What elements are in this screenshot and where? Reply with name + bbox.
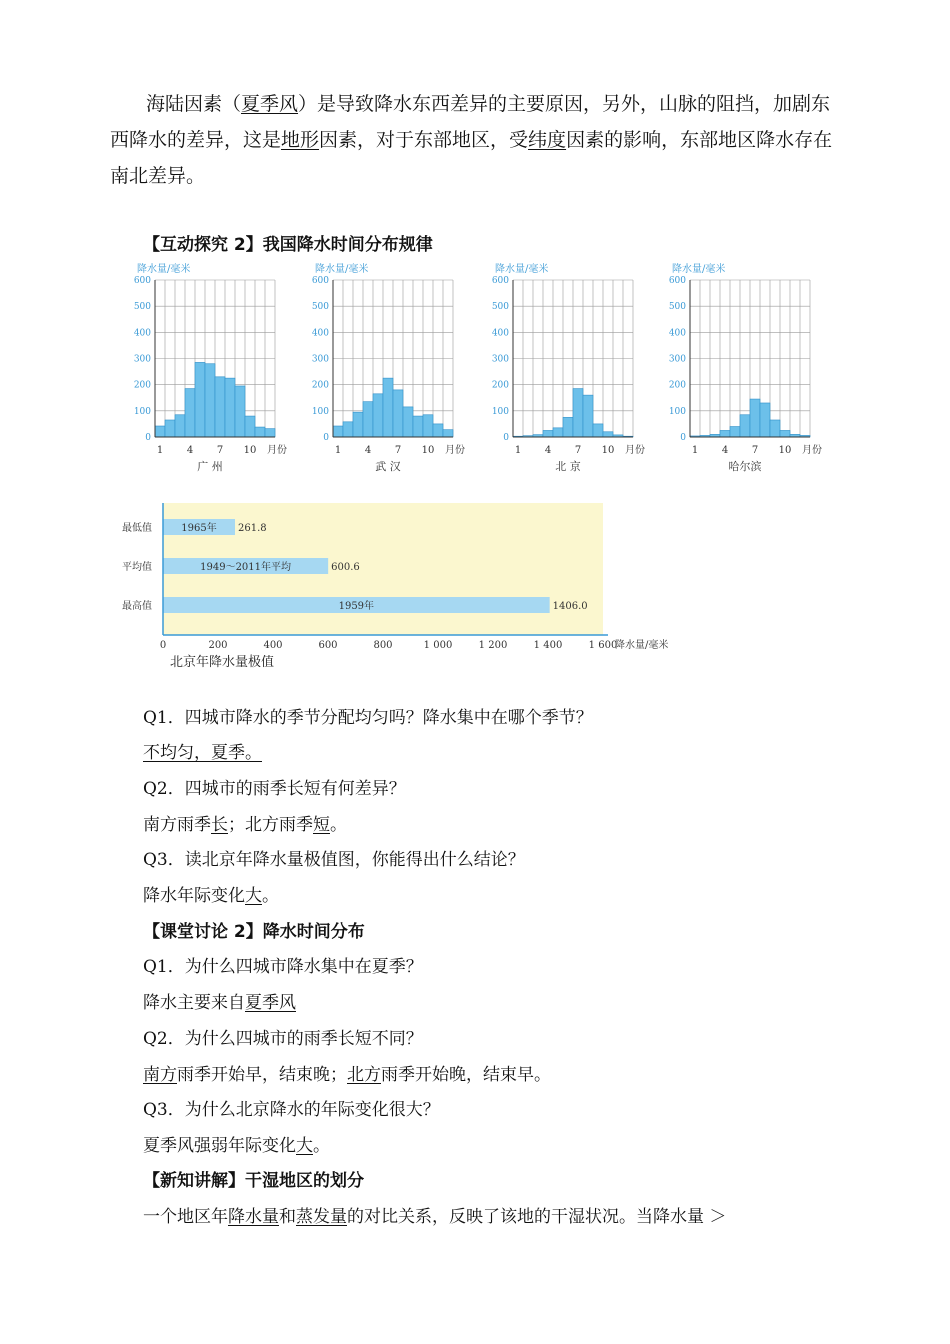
- city-name: 武 汉: [375, 460, 401, 473]
- y-tick-label: 300: [133, 354, 151, 365]
- bar-month-8: [760, 403, 770, 437]
- city-chart-4: [669, 262, 822, 473]
- x-tick-label: 10: [243, 445, 257, 456]
- bar-month-10: [423, 415, 433, 437]
- bar-inner-label: 1959年: [338, 601, 375, 612]
- x-axis-unit: 月份: [267, 445, 287, 456]
- qa1-question-3: Q3．读北京年降水量极值图，你能得出什么结论？: [143, 850, 525, 870]
- city-name: 哈尔滨: [728, 460, 762, 473]
- x-tick-label: 1: [156, 445, 164, 456]
- section1-heading: 【互动探究 2】我国降水时间分布规律: [143, 235, 433, 255]
- y-tick-label: 500: [491, 302, 509, 313]
- bar-month-6: [383, 378, 393, 437]
- y-tick-label: 600: [311, 276, 329, 286]
- x-tick-label: 7: [216, 445, 224, 456]
- bar-month-6: [205, 364, 215, 437]
- qa1-question-2: Q2．四城市的雨季长短有何差异？: [143, 779, 406, 799]
- y-axis-label: 降水量/毫米: [137, 264, 191, 275]
- x-tick-label: 1 200: [478, 640, 508, 651]
- bar-month-7: [573, 389, 583, 437]
- y-tick-label: 300: [311, 354, 329, 365]
- bar-month-8: [583, 395, 593, 437]
- section2-heading: 【课堂讨论 2】降水时间分布: [143, 922, 365, 942]
- bar-month-7: [393, 390, 403, 437]
- x-tick-label: 1: [691, 445, 699, 456]
- chart-title: 北京年降水量极值: [170, 655, 275, 670]
- city-chart-2: [312, 262, 465, 473]
- x-tick-label: 0: [159, 640, 167, 651]
- category-label: 平均值: [122, 562, 152, 573]
- city-chart-3: [492, 262, 645, 473]
- y-tick-label: 300: [491, 354, 509, 365]
- y-tick-label: 500: [668, 302, 686, 313]
- value-label: 261.8: [237, 523, 267, 534]
- bar-month-5: [730, 427, 740, 437]
- x-tick-label: 10: [778, 445, 792, 456]
- qa1-question-1: Q1．四城市降水的季节分配均匀吗？降水集中在哪个季节？: [143, 708, 593, 728]
- beijing-extreme-chart: [0, 495, 950, 670]
- bar-month-4: [543, 430, 553, 437]
- bar-month-1: [155, 426, 165, 437]
- y-tick-label: 400: [133, 328, 151, 339]
- y-tick-label: 400: [491, 328, 509, 339]
- bar-month-2: [343, 422, 353, 437]
- city-chart-1: [134, 262, 287, 473]
- section3-heading: 【新知讲解】干湿地区的划分: [143, 1171, 364, 1191]
- category-label: 最低值: [122, 523, 152, 534]
- bar-month-1: [333, 426, 343, 437]
- y-tick-label: 600: [668, 276, 686, 286]
- bar-month-5: [373, 394, 383, 437]
- x-tick-label: 200: [208, 640, 228, 651]
- x-axis-unit: 月份: [445, 445, 465, 456]
- y-tick-label: 400: [311, 328, 329, 339]
- y-tick-label: 100: [491, 406, 509, 417]
- bar-month-10: [245, 416, 255, 437]
- y-tick-label: 300: [668, 354, 686, 365]
- city-name: 广 州: [197, 460, 223, 473]
- x-tick-label: 7: [751, 445, 759, 456]
- bar-month-12: [443, 430, 453, 437]
- bar-month-4: [720, 430, 730, 437]
- bar-month-6: [740, 415, 750, 437]
- y-tick-label: 100: [311, 406, 329, 417]
- bar-month-11: [433, 424, 443, 437]
- bar-month-8: [403, 407, 413, 437]
- y-tick-label: 0: [680, 433, 686, 443]
- qa2-answer-2: 南方雨季开始早，结束晚；北方雨季开始晚，结束早。: [143, 1065, 551, 1085]
- bar-month-11: [255, 427, 265, 437]
- y-tick-label: 200: [668, 380, 686, 391]
- bar-month-5: [553, 428, 563, 437]
- section3-text: 一个地区年降水量和蒸发量的对比关系，反映了该地的干湿状况。当降水量 ＞: [143, 1207, 727, 1227]
- x-axis-unit: 月份: [802, 445, 822, 456]
- bar-month-2: [165, 420, 175, 437]
- bar-month-4: [185, 389, 195, 437]
- bar-month-9: [770, 420, 780, 437]
- y-tick-label: 0: [503, 433, 509, 443]
- x-tick-label: 4: [364, 445, 372, 456]
- qa2-question-3: Q3．为什么北京降水的年际变化很大？: [143, 1100, 440, 1120]
- x-axis-label: 降水量/毫米: [615, 640, 669, 651]
- intro-line-2: 西降水的差异，这是地形因素，对于东部地区，受纬度因素的影响，东部地区降水存在: [110, 129, 833, 151]
- bar-month-12: [265, 429, 275, 437]
- bar-month-8: [225, 378, 235, 437]
- bar-inner-label: 1965年: [181, 523, 217, 534]
- bar-month-3: [353, 412, 363, 437]
- bar-month-7: [750, 399, 760, 437]
- y-axis-label: 降水量/毫米: [672, 264, 726, 275]
- x-tick-label: 1: [334, 445, 342, 456]
- y-tick-label: 100: [668, 406, 686, 417]
- y-tick-label: 200: [491, 380, 509, 391]
- intro-paragraph: [110, 86, 845, 194]
- bar-month-5: [195, 362, 205, 437]
- x-tick-label: 10: [601, 445, 615, 456]
- bar-month-7: [215, 377, 225, 437]
- qa1-answer-3: 降水年际变化大。: [143, 886, 279, 906]
- qa2-answer-3: 夏季风强弱年际变化大。: [143, 1136, 330, 1156]
- x-tick-label: 600: [318, 640, 338, 651]
- y-tick-label: 500: [311, 302, 329, 313]
- x-tick-label: 1 600: [588, 640, 618, 651]
- bar-month-9: [235, 386, 245, 437]
- y-axis-label: 降水量/毫米: [315, 264, 369, 275]
- bar-inner-label: 1949～2011年平均: [200, 562, 292, 573]
- y-tick-label: 0: [323, 433, 329, 443]
- x-tick-label: 4: [544, 445, 552, 456]
- bar-month-9: [413, 416, 423, 437]
- qa2-answer-1: 降水主要来自夏季风: [143, 993, 296, 1013]
- y-tick-label: 600: [491, 276, 509, 286]
- x-tick-label: 4: [721, 445, 729, 456]
- x-axis-unit: 月份: [625, 445, 645, 456]
- x-tick-label: 1 000: [423, 640, 453, 651]
- value-label: 600.6: [331, 562, 360, 573]
- x-tick-label: 1 400: [533, 640, 563, 651]
- city-precipitation-charts: [0, 258, 950, 478]
- x-tick-label: 800: [373, 640, 393, 651]
- x-tick-label: 10: [421, 445, 435, 456]
- qa1-answer-1: 不均匀，夏季。: [143, 743, 262, 763]
- city-name: 北 京: [555, 460, 581, 473]
- x-tick-label: 7: [574, 445, 582, 456]
- x-tick-label: 400: [263, 640, 283, 651]
- bar-month-10: [780, 430, 790, 437]
- intro-line-3: 南北差异。: [110, 165, 206, 187]
- value-label: 1406.0: [552, 601, 588, 612]
- qa2-question-1: Q1．为什么四城市降水集中在夏季？: [143, 957, 423, 977]
- bar-month-10: [603, 432, 613, 437]
- y-tick-label: 100: [133, 406, 151, 417]
- qa2-question-2: Q2．为什么四城市的雨季长短不同？: [143, 1029, 423, 1049]
- qa1-answer-2: 南方雨季长；北方雨季短。: [143, 815, 347, 835]
- y-tick-label: 0: [145, 433, 151, 443]
- y-tick-label: 600: [133, 276, 151, 286]
- y-tick-label: 500: [133, 302, 151, 313]
- bar-month-6: [563, 417, 573, 437]
- x-tick-label: 4: [186, 445, 194, 456]
- y-axis-label: 降水量/毫米: [495, 264, 549, 275]
- y-tick-label: 400: [668, 328, 686, 339]
- bar-month-9: [593, 424, 603, 437]
- y-tick-label: 200: [133, 380, 151, 391]
- intro-line-1: 海陆因素（夏季风）是导致降水东西差异的主要原因，另外，山脉的阻挡，加剧东: [146, 93, 831, 115]
- bar-month-3: [175, 415, 185, 437]
- y-tick-label: 200: [311, 380, 329, 391]
- x-tick-label: 1: [514, 445, 522, 456]
- bar-month-4: [363, 402, 373, 437]
- category-label: 最高值: [122, 601, 152, 612]
- x-tick-label: 7: [394, 445, 402, 456]
